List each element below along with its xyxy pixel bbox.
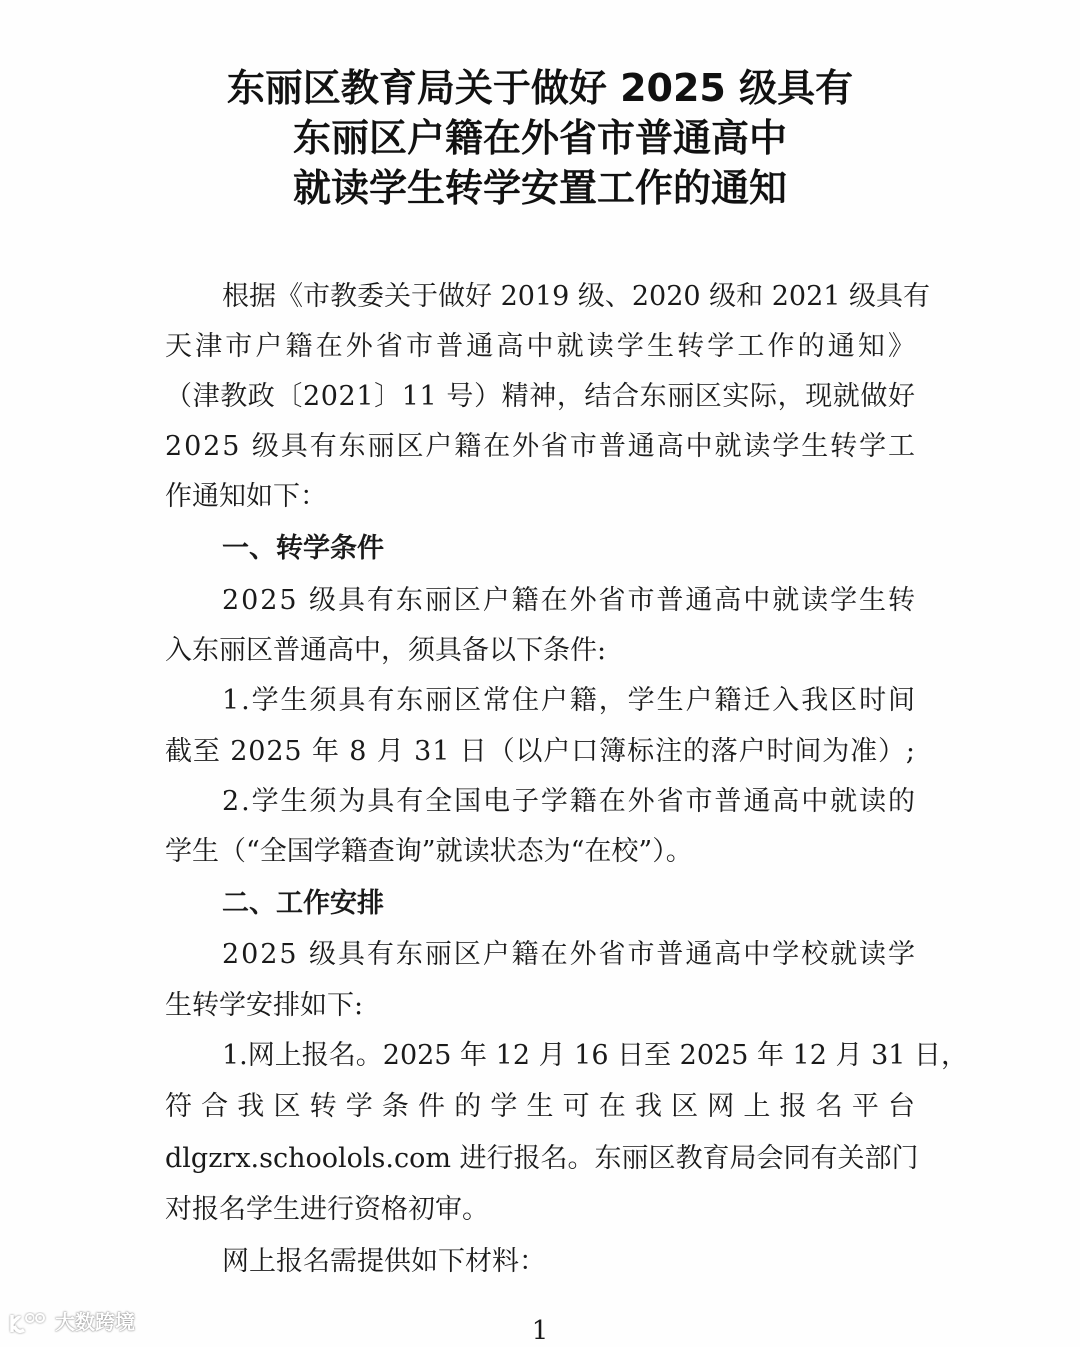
- paragraph-line: [165, 631, 915, 671]
- paragraph-line-text: 符合我区转学条件的学生可在我区网上报名平台: [165, 1091, 925, 1122]
- paragraph-line-text: 1.网上报名。2025 年 12 月 16 日至 2025 年 12 月 31 日，: [222, 1040, 969, 1071]
- paragraph-line: [222, 935, 915, 975]
- paragraph-line: [165, 477, 915, 517]
- title-line: 东丽区户籍在外省市普通高中: [292, 116, 787, 160]
- title-line: 东丽区教育局关于做好 2025 级具有: [226, 66, 854, 110]
- paragraph-line-text: 2025 级具有东丽区户籍在外省市普通高中学校就读学: [222, 939, 917, 970]
- paragraph-line: [222, 1242, 915, 1282]
- paragraph-line: [222, 581, 915, 621]
- paragraph-line-text: 对报名学生进行资格初审。: [165, 1194, 489, 1225]
- paragraph-line-text: 2025 级具有东丽区户籍在外省市普通高中就读学生转学工: [165, 431, 917, 462]
- section-heading: [222, 884, 915, 924]
- paragraph-line: [222, 681, 915, 721]
- paragraph-line-text: 网上报名需提供如下材料：: [222, 1246, 546, 1277]
- title-line: 就读学生转学安置工作的通知: [292, 166, 787, 210]
- paragraph-line: [165, 1087, 925, 1127]
- paragraph-line-text: dlgzrx.schoolols.com 进行报名。东丽区教育局会同有关部门: [165, 1143, 919, 1174]
- paragraph-line: [165, 377, 915, 417]
- paragraph-line: [165, 1190, 915, 1230]
- paragraph-line: [165, 986, 915, 1026]
- paragraph-line-text: 1.学生须具有东丽区常住户籍，学生户籍迁入我区时间: [222, 685, 917, 716]
- paragraph-line: [165, 427, 915, 467]
- watermark-text: 大数跨境: [54, 1310, 135, 1334]
- paragraph-line: [222, 782, 915, 822]
- page-number: 1: [531, 1316, 549, 1346]
- paragraph-line: [222, 1036, 969, 1076]
- paragraph-line-text: （津教政〔2021〕11 号）精神，结合东丽区实际，现就做好: [165, 381, 916, 412]
- paragraph-line-text: 天津市户籍在外省市普通高中就读学生转学工作的通知》: [165, 331, 919, 362]
- paragraph-line: [222, 277, 931, 317]
- section-heading-text: 一、转学条件: [222, 533, 384, 564]
- watermark-logo-icon: [8, 1312, 48, 1336]
- paragraph-line-text: 学生（“全国学籍查询”就读状态为“在校”）。: [165, 836, 693, 867]
- paragraph-line-text: 根据《市教委关于做好 2019 级、2020 级和 2021 级具有: [222, 281, 931, 312]
- paragraph-line-text: 2025 级具有东丽区户籍在外省市普通高中就读学生转: [222, 585, 917, 616]
- paragraph-line-text: 作通知如下：: [165, 481, 327, 512]
- paragraph-line-text: 生转学安排如下:: [165, 990, 364, 1021]
- paragraph-line: [165, 1139, 919, 1179]
- paragraph-line-text: 入东丽区普通高中，须具备以下条件:: [165, 635, 607, 666]
- paragraph-line-text: 截至 2025 年 8 月 31 日（以户口簿标注的落户时间为准）;: [165, 736, 916, 767]
- section-heading-text: 二、工作安排: [222, 888, 384, 919]
- paragraph-line: [165, 732, 915, 772]
- watermark: [8, 1306, 135, 1336]
- paragraph-line: [165, 832, 915, 872]
- paragraph-line: [165, 327, 919, 367]
- section-heading: [222, 529, 915, 569]
- paragraph-line-text: 2.学生须为具有全国电子学籍在外省市普通高中就读的: [222, 786, 917, 817]
